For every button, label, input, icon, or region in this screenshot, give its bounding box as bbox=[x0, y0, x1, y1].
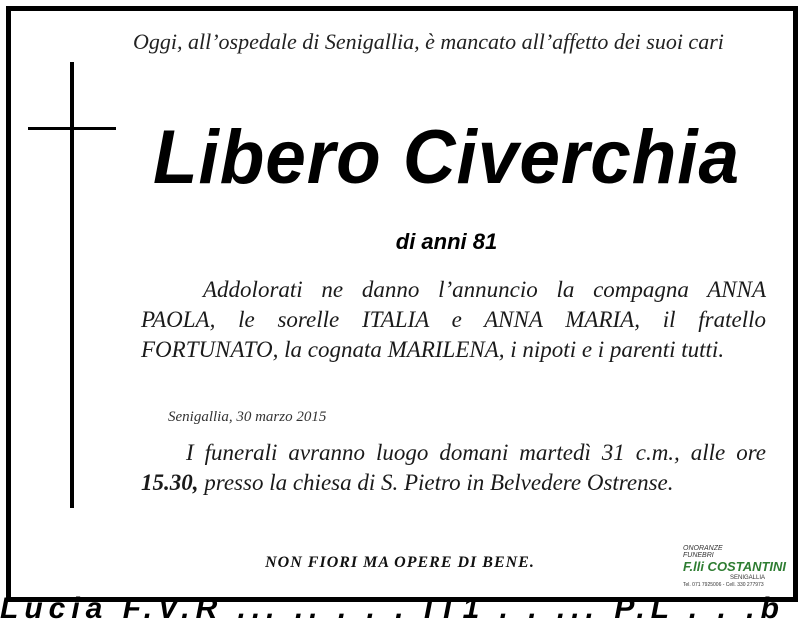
funeral-time: 15.30, bbox=[141, 470, 199, 495]
funeral-paragraph bbox=[141, 438, 766, 498]
dateline: Senigallia, 30 marzo 2015 bbox=[168, 409, 327, 425]
next-notice-strip: Lucia F.V.R ... .. . . . IT1 . . ... P.L . . .b bbox=[0, 592, 785, 625]
logo-phones: Tel. 071 7925006 - Cell. 330 277973 bbox=[683, 582, 764, 588]
deceased-age: di anni 81 bbox=[395, 229, 498, 254]
logo-line2: FUNEBRI bbox=[683, 552, 714, 559]
intro-text: Oggi, all’ospedale di Senigallia, è mancato all’affetto dei suoi cari bbox=[133, 29, 724, 54]
announcement-paragraph: Addolorati ne danno l’annuncio la compagna ANNA PAOLA, le sorelle ITALIA e ANNA MARIA, il fratello FORTUNATO, la cognata MARILENA, i nipoti e i parenti tutti. bbox=[141, 277, 766, 362]
footer-note: NON FIORI MA OPERE DI BENE. bbox=[265, 554, 535, 571]
cross-icon-bar bbox=[28, 127, 116, 130]
logo-line1: ONORANZE bbox=[683, 545, 723, 552]
logo-city: SENIGALLIA bbox=[729, 575, 765, 581]
funeral-home-logo bbox=[683, 545, 787, 593]
funeral-text-after: presso la chiesa di S. Pietro in Belvedere Ostrense. bbox=[198, 470, 674, 495]
funeral-text-before: I funerali avranno luogo domani martedì 31 c.m., alle ore bbox=[186, 440, 766, 465]
logo-brand: F.lli COSTANTINI bbox=[683, 559, 787, 574]
deceased-name: Libero Civerchia bbox=[152, 115, 741, 200]
